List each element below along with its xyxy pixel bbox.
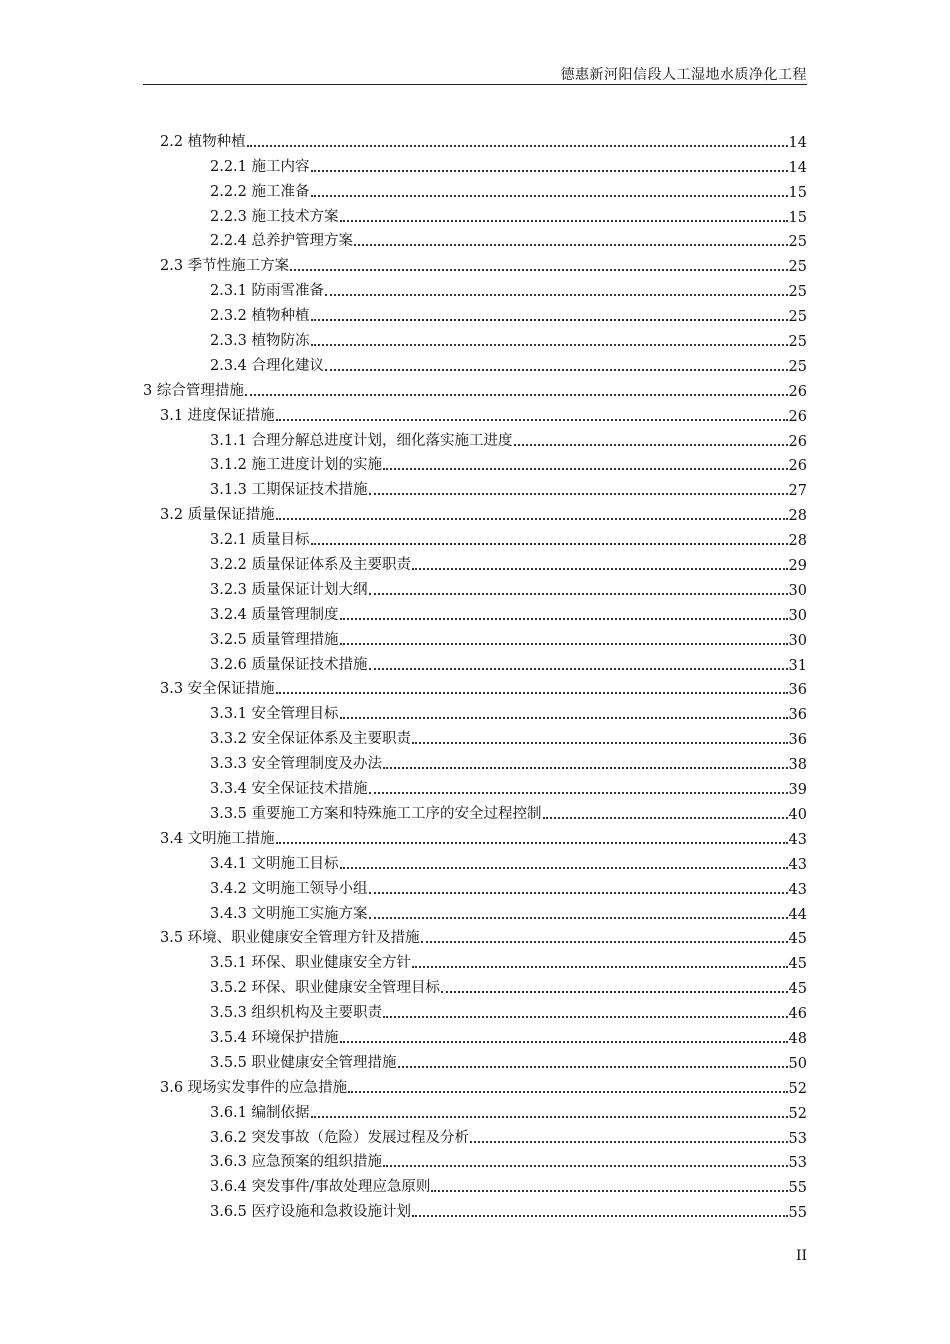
toc-entry-label: 3.6.4 突发事件/事故处理应急原则 [210,1179,431,1196]
toc-entry-page: 15 [788,184,807,201]
toc-dot-leader [369,782,788,794]
toc-entry[interactable] [143,1147,807,1172]
toc-dot-leader [369,882,788,894]
toc-entry[interactable] [143,649,807,674]
document-title: 德惠新河阳信段人工湿地水质净化工程 [560,67,807,83]
toc-entry-label: 2.2.3 施工技术方案 [210,208,339,225]
toc-dot-leader [398,1056,788,1068]
toc-dot-leader [369,907,788,919]
toc-entry-label: 3.4.3 文明施工实施方案 [210,905,368,922]
toc-dot-leader [340,633,788,645]
toc-entry[interactable] [143,300,807,325]
toc-dot-leader [369,658,788,670]
toc-entry-page: 53 [788,1155,807,1172]
toc-entry[interactable] [143,400,807,425]
toc-dot-leader [311,309,788,321]
toc-dot-leader [383,1006,788,1018]
toc-entry-label: 3.3 安全保证措施 [160,681,275,698]
toc-dot-leader [369,583,788,595]
toc-dot-leader [412,732,788,744]
toc-entry-label: 3.6 现场实发事件的应急措施 [160,1079,348,1096]
toc-entry-page: 30 [788,582,807,599]
toc-entry-page: 45 [788,981,807,998]
toc-entry[interactable] [143,375,807,400]
toc-dot-leader [311,334,788,346]
toc-entry[interactable] [143,748,807,773]
toc-entry-label: 3.4.2 文明施工领导小组 [210,880,368,897]
toc-entry[interactable] [143,250,807,275]
toc-entry[interactable] [143,176,807,201]
toc-dot-leader [412,1205,788,1217]
toc-entry-label: 3.6.2 突发事故（危险）发展过程及分析 [210,1129,470,1146]
toc-dot-leader [276,682,788,694]
toc-entry[interactable] [143,499,807,524]
toc-entry-label: 3.2.4 质量管理制度 [210,606,339,623]
toc-dot-leader [276,832,788,844]
toc-entry-label: 3.1 进度保证措施 [160,407,275,424]
toc-entry-page: 25 [788,234,807,251]
toc-entry-page: 26 [788,458,807,475]
toc-entry[interactable] [143,450,807,475]
toc-entry-page: 25 [788,358,807,375]
toc-entry-label: 3.3.2 安全保证体系及主要职责 [210,731,412,748]
toc-entry[interactable] [143,474,807,499]
toc-entry[interactable] [143,898,807,923]
toc-entry-page: 38 [788,757,807,774]
toc-entry-page: 28 [788,508,807,525]
toc-entry-page: 52 [788,1105,807,1122]
toc-entry-page: 14 [788,159,807,176]
toc-dot-leader [311,160,788,172]
toc-dot-leader [311,185,788,197]
toc-entry[interactable] [143,126,807,151]
toc-entry[interactable] [143,798,807,823]
toc-entry-label: 3.5 环境、职业健康安全管理方针及措施 [160,930,420,947]
toc-entry-label: 2.3.2 植物种植 [210,308,310,325]
toc-entry-label: 2.2.1 施工内容 [210,158,310,175]
toc-entry-label: 3.1.1 合理分解总进度计划，细化落实施工进度 [210,432,513,449]
toc-entry[interactable] [143,1097,807,1122]
toc-entry[interactable] [143,773,807,798]
toc-entry-label: 3.5.5 职业健康安全管理措施 [210,1054,397,1071]
toc-entry-label: 3.6.1 编制依据 [210,1104,310,1121]
toc-entry[interactable] [143,549,807,574]
toc-entry-label: 2.3.1 防雨雪准备 [210,283,325,300]
toc-dot-leader [348,1081,787,1093]
toc-entry-label: 2.2.2 施工准备 [210,183,310,200]
toc-entry[interactable] [143,524,807,549]
toc-entry[interactable] [143,848,807,873]
toc-entry-label: 3 综合管理措施 [143,382,244,399]
toc-entry-label: 2.3.3 植物防冻 [210,333,310,350]
toc-entry-page: 43 [788,881,807,898]
toc-entry[interactable] [143,275,807,300]
toc-entry-page: 43 [788,856,807,873]
toc-entry-label: 3.6.5 医疗设施和急救设施计划 [210,1204,412,1221]
toc-entry-page: 26 [788,433,807,450]
toc-entry-label: 3.4 文明施工措施 [160,830,275,847]
toc-entry[interactable] [143,1022,807,1047]
toc-entry-label: 2.3 季节性施工方案 [160,258,290,275]
toc-dot-leader [340,857,788,869]
toc-entry[interactable] [143,226,807,251]
toc-entry-page: 14 [788,134,807,151]
toc-entry[interactable] [143,723,807,748]
toc-entry[interactable] [143,201,807,226]
toc-dot-leader [543,807,788,819]
toc-entry-label: 3.3.1 安全管理目标 [210,706,339,723]
toc-entry-page: 30 [788,632,807,649]
toc-entry-page: 45 [788,956,807,973]
toc-dot-leader [421,931,788,943]
toc-entry[interactable] [143,574,807,599]
toc-entry-page: 25 [788,309,807,326]
toc-entry-page: 36 [788,732,807,749]
toc-entry-page: 45 [788,931,807,948]
toc-entry-label: 3.6.3 应急预案的组织措施 [210,1154,383,1171]
toc-entry-page: 55 [788,1180,807,1197]
toc-dot-leader [514,434,788,446]
toc-entry-page: 50 [788,1055,807,1072]
toc-entry-label: 3.3.3 安全管理制度及办法 [210,756,383,773]
toc-entry-label: 3.4.1 文明施工目标 [210,855,339,872]
toc-entry-page: 48 [788,1030,807,1047]
toc-entry-page: 25 [788,259,807,276]
toc-entry-label: 3.1.2 施工进度计划的实施 [210,457,383,474]
toc-entry[interactable] [143,698,807,723]
header-divider [143,84,807,85]
toc-entry[interactable] [143,1122,807,1147]
toc-entry-page: 25 [788,284,807,301]
toc-entry-label: 3.3.5 重要施工方案和特殊施工工序的安全过程控制 [210,805,542,822]
toc-entry[interactable] [143,1171,807,1196]
toc-dot-leader [340,608,788,620]
toc-entry-page: 52 [788,1080,807,1097]
toc-dot-leader [412,558,788,570]
toc-entry-label: 3.1.3 工期保证技术措施 [210,482,368,499]
toc-dot-leader [354,234,788,246]
toc-entry[interactable] [143,599,807,624]
toc-entry[interactable] [143,823,807,848]
toc-entry[interactable] [143,350,807,375]
toc-entry-page: 28 [788,533,807,550]
toc-dot-leader [369,483,788,495]
toc-dot-leader [325,359,788,371]
toc-dot-leader [276,409,788,421]
toc-entry-label: 2.2.4 总养护管理方案 [210,233,354,250]
toc-entry[interactable] [143,947,807,972]
toc-dot-leader [470,1131,788,1143]
toc-entry-page: 15 [788,209,807,226]
toc-dot-leader [441,981,788,993]
toc-dot-leader [340,707,788,719]
toc-dot-leader [340,210,788,222]
toc-entry-label: 3.3.4 安全保证技术措施 [210,781,368,798]
toc-entry-page: 31 [788,657,807,674]
toc-entry[interactable] [143,425,807,450]
toc-dot-leader [383,1155,788,1167]
toc-entry[interactable] [143,972,807,997]
toc-entry[interactable] [143,1072,807,1097]
toc-entry-page: 40 [788,806,807,823]
toc-entry-page: 26 [788,383,807,400]
toc-entry[interactable] [143,1196,807,1221]
toc-dot-leader [311,533,788,545]
toc-dot-leader [290,259,787,271]
toc-entry-label: 2.3.4 合理化建议 [210,357,325,374]
toc-entry[interactable] [143,1047,807,1072]
toc-entry-page: 25 [788,334,807,351]
toc-dot-leader [276,508,788,520]
toc-entry-page: 46 [788,1006,807,1023]
toc-entry[interactable] [143,674,807,699]
toc-entry[interactable] [143,923,807,948]
toc-dot-leader [383,458,788,470]
toc-dot-leader [383,757,788,769]
toc-entry-page: 27 [788,483,807,500]
toc-entry-label: 3.2.5 质量管理措施 [210,631,339,648]
toc-entry-label: 3.2.1 质量目标 [210,532,310,549]
toc-entry-label: 3.5.2 环保、职业健康安全管理目标 [210,980,441,997]
toc-entry-label: 3.5.1 环保、职业健康安全方针 [210,955,412,972]
toc-entry-page: 44 [788,906,807,923]
toc-entry-label: 3.2.2 质量保证体系及主要职责 [210,557,412,574]
toc-entry[interactable] [143,997,807,1022]
toc-entry[interactable] [143,624,807,649]
toc-dot-leader [325,284,788,296]
toc-entry-label: 3.2.6 质量保证技术措施 [210,656,368,673]
toc-entry[interactable] [143,151,807,176]
toc-dot-leader [245,384,788,396]
toc-entry-page: 26 [788,408,807,425]
toc-dot-leader [247,135,788,147]
toc-entry-page: 29 [788,558,807,575]
toc-entry-label: 3.2 质量保证措施 [160,507,275,524]
toc-dot-leader [340,1031,788,1043]
toc-entry-page: 30 [788,607,807,624]
toc-entry-page: 53 [788,1130,807,1147]
toc-dot-leader [412,956,788,968]
toc-entry-label: 3.2.3 质量保证计划大纲 [210,581,368,598]
page-number: II [795,1248,807,1264]
toc-entry-page: 36 [788,682,807,699]
toc-entry-label: 2.2 植物种植 [160,133,246,150]
toc-entry[interactable] [143,325,807,350]
toc-entry-page: 55 [788,1205,807,1222]
toc-dot-leader [431,1180,787,1192]
toc-entry-page: 39 [788,782,807,799]
toc-dot-leader [311,1106,788,1118]
toc-entry[interactable] [143,873,807,898]
toc-entry-label: 3.5.4 环境保护措施 [210,1029,339,1046]
table-of-contents [143,126,807,1221]
toc-entry-page: 36 [788,707,807,724]
toc-entry-page: 43 [788,831,807,848]
toc-entry-label: 3.5.3 组织机构及主要职责 [210,1005,383,1022]
